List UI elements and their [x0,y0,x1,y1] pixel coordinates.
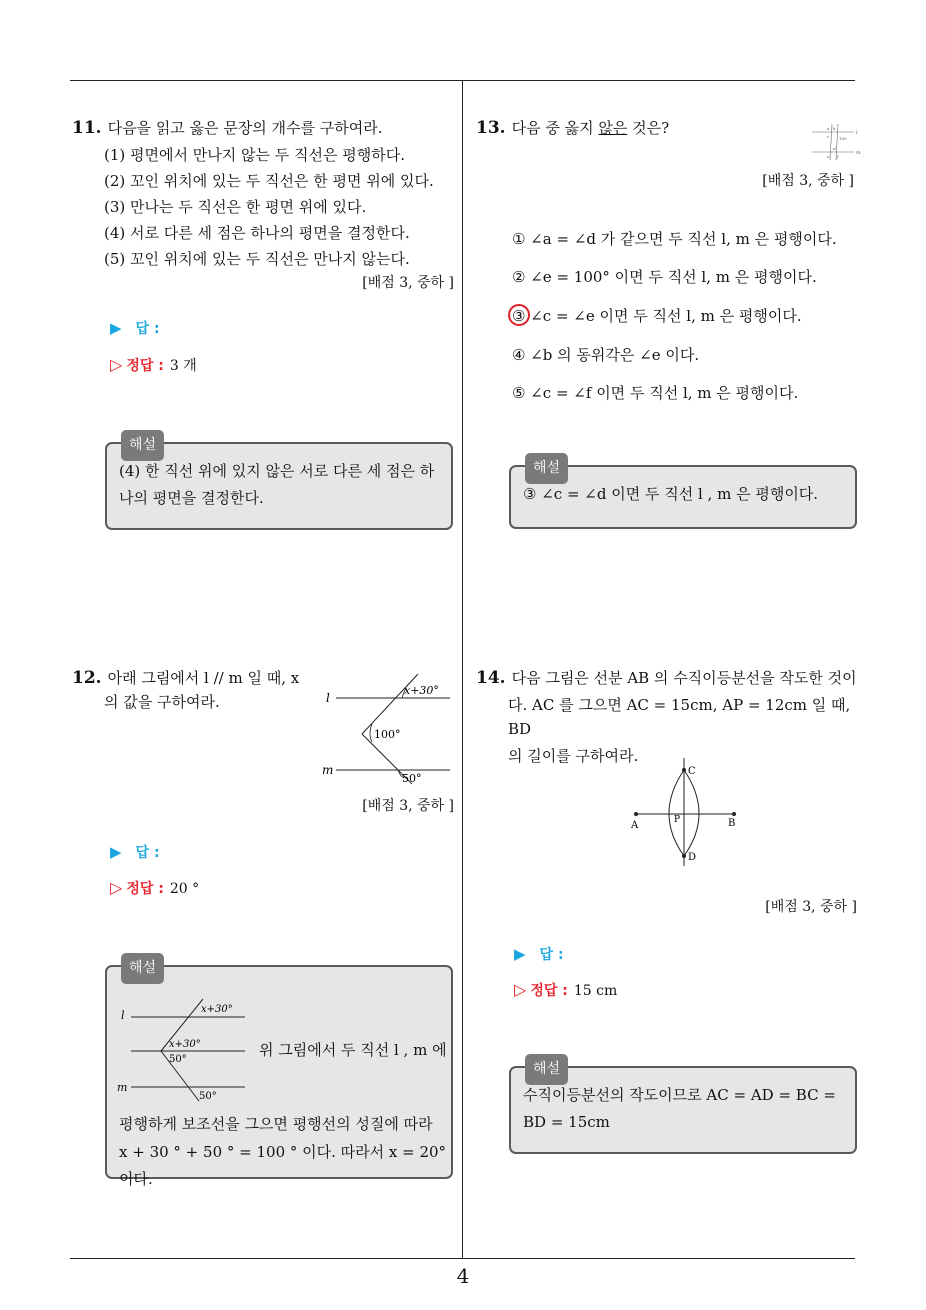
angle-label: x+30° [201,1004,233,1015]
outline-triangle-icon: ▷ [514,980,527,999]
fig-label: b [833,126,836,131]
fig-label: e [827,154,830,159]
correct-value: 20 ° [169,881,200,897]
fig-label: m [856,150,861,156]
choice-text: ∠c = ∠e 이면 두 직선 l, m 은 평행이다. [530,307,802,325]
parallel-lines-figure [318,670,458,788]
question-stem: 다음 그림은 선분 AB 의 수직이등분선을 작도한 것이 [511,669,857,687]
fig-label: d [833,146,836,151]
angle-label: x+30° [169,1039,201,1050]
selected-answer-ring [508,304,530,326]
question-stem: 아래 그림에서 l // m 일 때, x [107,669,300,687]
choice-5 [512,381,798,405]
statement: (3) 만나는 두 직선은 한 평면 위에 있다. [104,198,367,216]
play-icon: ▶ [110,843,122,861]
angle-label: x+30° [404,684,439,697]
fig-label: f [837,154,839,159]
question-11 [72,116,454,294]
question-stem: 다음 중 옳지 [511,119,599,137]
question-number: 13. [476,118,506,138]
question-stem: 의 길이를 구하여라. [508,747,639,765]
play-icon: ▶ [514,945,526,963]
choice-4 [512,343,699,367]
choice-text: ∠a = ∠d 가 같으면 두 직선 l, m 은 평행이다. [530,230,837,248]
question-13 [476,116,796,140]
fig-label: 100 [839,136,847,141]
statement: (4) 서로 다른 세 점은 하나의 평면을 결정한다. [104,224,410,242]
point-label: C [688,766,696,777]
line-l-label: l [326,691,330,705]
statement: (2) 꼬인 위치에 있는 두 직선은 한 평면 위에 있다. [104,172,434,190]
score-info: [배점 3, 중하 ] [362,275,454,291]
choice-mark: ⑤ [512,384,526,402]
choice-text: ∠e = 100° 이면 두 직선 l, m 은 평행이다. [530,268,817,286]
question-stem: 다. AC 를 그으면 AC = 15cm, AP = 12cm 일 때, BD [508,696,851,738]
explanation-box [105,960,453,1188]
line-m-label: m [117,1081,128,1094]
choice-text: ∠c = ∠f 이면 두 직선 l, m 은 평행이다. [530,384,799,402]
question-number: 12. [72,668,102,688]
correct-label: 정답 : [126,881,164,897]
correct-label: 정답 : [126,358,164,374]
explanation-line: (4) 한 직선 위에 있지 않은 서로 다른 세 점은 하 [119,462,435,480]
answer-label: 답 : [539,947,564,963]
column-divider [462,81,463,1258]
explanation-line: x + 30 ° + 50 ° = 100 ° 이다. 따라서 x = 20° 이다. [119,1143,447,1188]
choice-1 [512,227,837,251]
page-number: 4 [456,1264,470,1288]
question-stem-emphasis: 않은 [598,119,628,137]
choice-2 [512,265,817,289]
explanation-line: 평행하게 보조선을 그으면 평행선의 성질에 따라 [119,1115,433,1133]
point-label: D [688,852,697,863]
perpendicular-bisector-figure [624,756,744,868]
choice-mark: ② [512,268,526,286]
question-12 [72,666,312,714]
explanation-line: BD = 15cm [523,1113,610,1131]
angle-label: 50° [402,772,422,785]
angle-label: 50° [169,1054,187,1065]
point-label: A [631,820,639,831]
statement: (5) 꼬인 위치에 있는 두 직선은 만나지 않는다. [104,250,410,268]
fig-label: l [856,130,858,136]
question-number: 11. [72,118,102,138]
line-l-label: l [121,1009,125,1022]
answer-line [110,842,160,862]
explanation-box [509,460,857,529]
question-14 [476,666,860,768]
explanation-line: 위 그림에서 두 직선 l , m 에 [259,1041,447,1059]
explanation-tag: 해설 [525,453,568,484]
point-label: B [728,818,736,829]
explanation-tag: 해설 [525,1054,568,1085]
angle-label: 50° [199,1091,217,1102]
choice-mark: ① [512,230,526,248]
question-stem: 것은? [627,119,670,137]
bottom-rule [70,1258,855,1259]
correct-value: 3 개 [169,358,197,374]
angle-label: 100° [374,728,401,741]
question-stem: 의 값을 구하여라. [104,693,220,711]
explanation-line: 수직이등분선의 작도이므로 AC = AD = BC = [523,1086,836,1104]
correct-value: 15 cm [573,983,618,999]
answer-line [110,318,160,338]
explanation-tag: 해설 [121,430,164,461]
explanation-tag: 해설 [121,953,164,984]
score-info: [배점 3, 중하 ] [362,798,454,814]
point-label: P [674,815,681,825]
correct-label: 정답 : [530,983,568,999]
question-number: 14. [476,668,506,688]
fig-label: c [827,134,830,139]
line-m-label: m [322,763,334,777]
choice-text: ∠b 의 동위각은 ∠e 이다. [530,346,700,364]
correct-answer-line [110,878,199,898]
score-info: [배점 3, 중하 ] [765,899,857,915]
statement: (1) 평면에서 만나지 않는 두 직선은 평행하다. [104,146,405,164]
explanation-line: ③ ∠c = ∠d 이면 두 직선 l , m 은 평행이다. [523,485,819,503]
correct-answer-line [514,980,617,1000]
explanation-line: 나의 평면을 결정한다. [119,489,264,507]
explanation-box [509,1061,857,1154]
outline-triangle-icon: ▷ [110,355,123,374]
fig-label: a [827,126,830,131]
correct-answer-line [110,355,197,375]
outline-triangle-icon: ▷ [110,878,123,897]
explanation-box [105,437,453,530]
explanation-figure [117,995,257,1105]
choice-mark: ③ [512,307,526,325]
answer-line [514,944,564,964]
score-info: [배점 3, 중하 ] [762,173,854,189]
answer-label: 답 : [135,845,160,861]
choice-3 [512,304,802,328]
question-stem: 다음을 읽고 옳은 문장의 개수를 구하여라. [107,119,383,137]
small-parallel-figure [810,122,860,162]
play-icon: ▶ [110,319,122,337]
choice-mark: ④ [512,346,526,364]
answer-label: 답 : [135,321,160,337]
